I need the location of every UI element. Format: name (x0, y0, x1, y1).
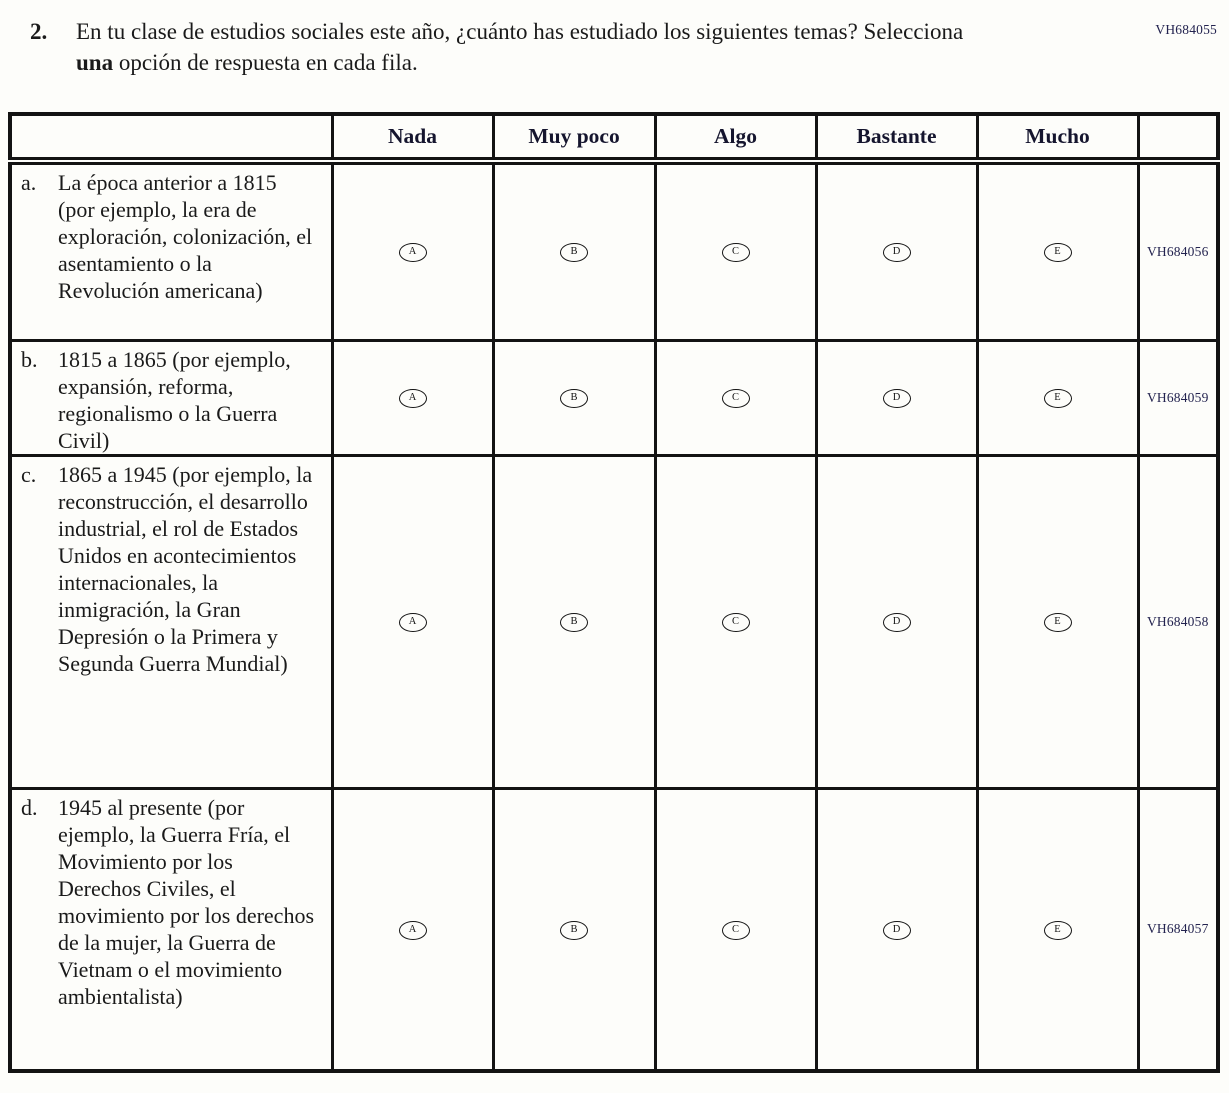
option-cell-bastante (816, 455, 977, 788)
option-bubble-d[interactable] (883, 243, 911, 262)
option-letter: E (1054, 392, 1061, 404)
row-topic: 1815 a 1865 (por ejemplo, expansión, reforma, regionalismo o la Guerra Civil) (58, 346, 291, 453)
option-letter: D (892, 246, 901, 258)
row-marker: a. (21, 170, 37, 195)
column-header-muy-poco: Muy poco (493, 114, 655, 161)
option-cell-mucho (977, 161, 1138, 340)
option-cell-bastante (816, 340, 977, 455)
option-bubble-b[interactable] (560, 613, 588, 632)
column-header-mucho: Mucho (977, 114, 1138, 161)
row-marker: c. (21, 461, 37, 487)
option-cell-nada (332, 340, 493, 455)
option-bubble-c[interactable] (722, 243, 750, 262)
option-bubble-a[interactable] (399, 389, 427, 408)
question-number: 2. (30, 19, 48, 44)
option-bubble-d[interactable] (883, 613, 911, 632)
option-letter: C (731, 616, 739, 628)
column-header-code-blank (1138, 114, 1218, 161)
option-bubble-c[interactable] (722, 389, 750, 408)
row-accession-code: VH684058 (1146, 613, 1209, 629)
row-marker: b. (21, 346, 38, 372)
row-topic: La época anterior a 1815 (por ejemplo, la era de exploración, colonización, el asentamiento o la Revolución americana) (58, 170, 313, 303)
row-accession-code: VH684056 (1146, 243, 1209, 259)
option-bubble-a[interactable] (399, 921, 427, 940)
row-code-cell (1138, 788, 1218, 1071)
option-cell-algo (655, 455, 816, 788)
option-cell-algo (655, 340, 816, 455)
option-cell-bastante (816, 161, 977, 340)
column-header-algo: Algo (655, 114, 816, 161)
option-letter: B (570, 616, 578, 628)
row-code-cell (1138, 340, 1218, 455)
option-letter: E (1054, 246, 1061, 258)
table-row (10, 161, 1218, 340)
column-header-nada: Nada (332, 114, 493, 161)
option-letter: D (892, 923, 901, 935)
option-bubble-b[interactable] (560, 243, 588, 262)
question-text-after: opción de respuesta en cada fila. (113, 50, 418, 75)
option-bubble-e[interactable] (1044, 243, 1072, 262)
accession-code-top: VH684055 (1155, 22, 1217, 37)
option-letter: A (408, 392, 417, 404)
topic-cell (10, 788, 332, 1071)
column-header-bastante: Bastante (816, 114, 977, 161)
option-letter: A (408, 923, 417, 935)
option-bubble-b[interactable] (560, 389, 588, 408)
option-letter: D (892, 392, 901, 404)
option-bubble-a[interactable] (399, 613, 427, 632)
option-bubble-b[interactable] (560, 921, 588, 940)
option-cell-muy-poco (493, 788, 655, 1071)
option-cell-algo (655, 788, 816, 1071)
option-cell-muy-poco (493, 161, 655, 340)
option-cell-algo (655, 161, 816, 340)
question-text-before: En tu clase de estudios sociales este año, ¿cuánto has estudiado los siguientes temas? Selecciona (76, 19, 964, 44)
row-topic: 1865 a 1945 (por ejemplo, la reconstrucción, el desarrollo industrial, el rol de Estados Unidos en acontecimientos internacionales, la inmigración, la Gran Depresión o la Primera y Segunda Guerra Mundial) (58, 461, 313, 676)
row-accession-code: VH684057 (1146, 921, 1209, 937)
topic-cell (10, 455, 332, 788)
table-row (10, 788, 1218, 1071)
row-accession-code: VH684059 (1146, 389, 1209, 405)
option-letter: B (570, 246, 578, 258)
topic-cell (10, 340, 332, 455)
option-cell-mucho (977, 788, 1138, 1071)
option-bubble-a[interactable] (399, 243, 427, 262)
option-cell-mucho (977, 455, 1138, 788)
option-cell-bastante (816, 788, 977, 1071)
row-code-cell (1138, 161, 1218, 340)
option-letter: A (408, 246, 417, 258)
option-bubble-e[interactable] (1044, 389, 1072, 408)
option-cell-muy-poco (493, 340, 655, 455)
row-topic: 1945 al presente (por ejemplo, la Guerra Fría, el Movimiento por los Derechos Civiles, el movimiento por los derechos de la mujer, la Guerra de Vietnam o el movimiento ambientalista) (58, 794, 315, 1009)
option-letter: A (408, 616, 417, 628)
option-bubble-d[interactable] (883, 921, 911, 940)
option-bubble-e[interactable] (1044, 613, 1072, 632)
option-letter: B (570, 392, 578, 404)
question-bold-word: una (76, 50, 114, 75)
option-letter: C (731, 392, 739, 404)
option-bubble-c[interactable] (722, 613, 750, 632)
option-letter: D (892, 616, 901, 628)
option-letter: C (731, 246, 739, 258)
table-row (10, 455, 1218, 788)
option-bubble-e[interactable] (1044, 921, 1072, 940)
row-code-cell (1138, 455, 1218, 788)
topic-cell (10, 161, 332, 340)
table-row (10, 340, 1218, 455)
response-matrix-table (8, 112, 1220, 1073)
option-bubble-c[interactable] (722, 921, 750, 940)
option-cell-muy-poco (493, 455, 655, 788)
option-cell-nada (332, 788, 493, 1071)
question-text (76, 16, 981, 78)
option-cell-mucho (977, 340, 1138, 455)
option-cell-nada (332, 455, 493, 788)
table-header-row (10, 114, 1218, 161)
row-marker: d. (21, 794, 38, 820)
option-letter: E (1054, 616, 1061, 628)
option-letter: C (731, 923, 739, 935)
option-letter: E (1054, 923, 1061, 935)
option-letter: B (570, 923, 578, 935)
option-bubble-d[interactable] (883, 389, 911, 408)
question-block (30, 16, 1229, 78)
column-header-blank (10, 114, 332, 161)
option-cell-nada (332, 161, 493, 340)
